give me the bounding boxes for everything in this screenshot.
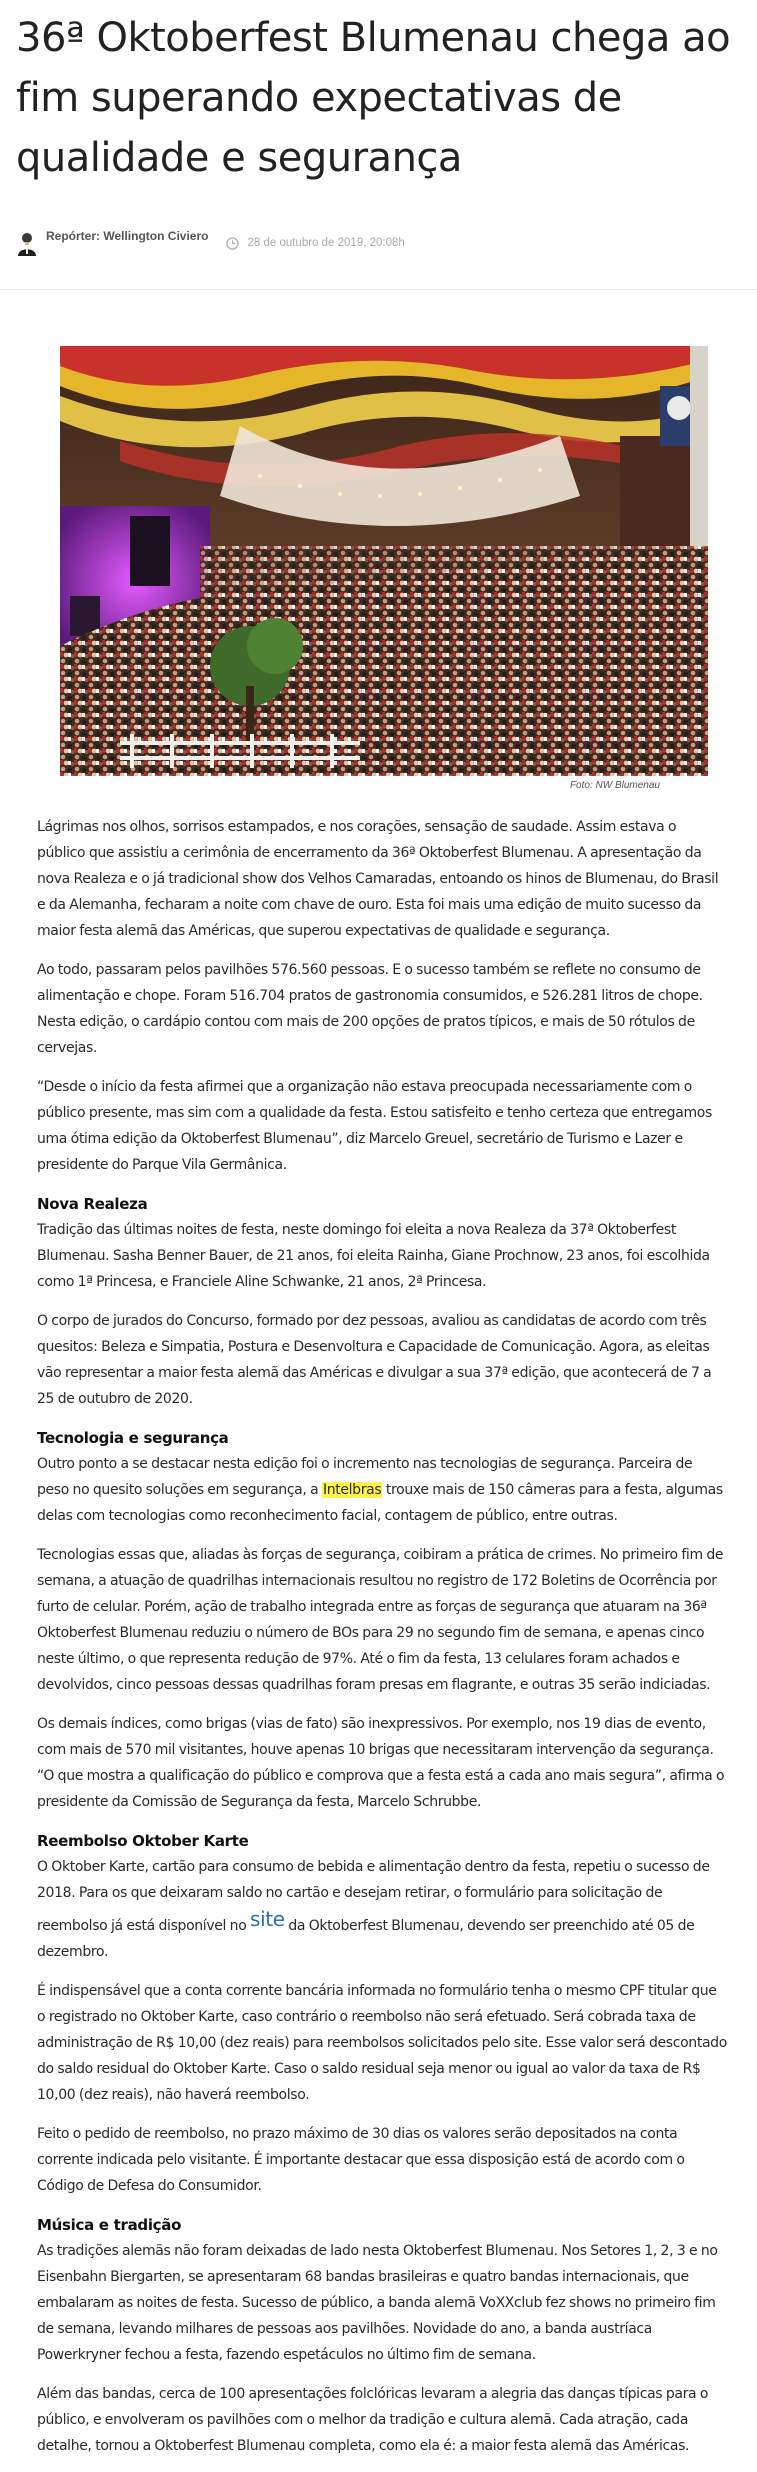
article-body bbox=[37, 814, 727, 2472]
paragraph: Tecnologias essas que, aliadas às forças de segurança, coibiram a prática de crimes. No primeiro fim de semana, a atuação de quadrilhas internacionais resultou no registro de 172 Boletins de Ocorrência por furto de celular. Porém, ação de trabalho integrada entre as forças de segurança que atuaram na 36ª Oktoberfest Blumenau reduziu o número de BOs para 29 no segundo fim de semana, e apenas cinco neste último, o que representa redução de 97%. Até o fim da festa, 13 celulares foram achados e devolvidos, cinco pessoas dessas quadrilhas foram presas em flagrante, e outras 35 serão indiciadas. bbox=[37, 1547, 724, 1693]
paragraph: Feito o pedido de reembolso, no prazo máximo de 30 dias os valores serão depositados na conta corrente indicada pelo visitante. É importante destacar que essa disposição está de acordo com o Código de Defesa do Consumidor. bbox=[37, 2126, 685, 2194]
article-title: 36ª Oktoberfest Blumenau chega ao fim superando expectativas de qualidade e segurança bbox=[16, 15, 731, 181]
text-fragment: O Oktober Karte, cartão para consumo de bebida e alimentação dentro da festa, repetiu o sucesso de 2018. Para os que deixaram saldo no cartão e desejam retirar, o formulário para solicitação de reembolso já está disponível no bbox=[37, 1859, 710, 1934]
text-fragment: trouxe mais de 150 câmeras para a festa, algumas delas com tecnologias como reconhecimento facial, contagem de público, entre outras. bbox=[37, 1482, 723, 1524]
text-fragment: Outro ponto a se destacar nesta edição foi o incremento nas tecnologias de segurança. Parceira de peso no quesito soluções em segurança, a bbox=[37, 1456, 693, 1498]
paragraph: É indispensável que a conta corrente bancária informada no formulário tenha o mesmo CPF titular que o registrado no Oktober Karte, caso contrário o reembolso não será efetuado. Será cobrada taxa de administração de R$ 10,00 (dez reais) para reembolsos solicitados pelo site. Esse valor será descontado do saldo residual do Oktober Karte. Caso o saldo residual seja menor ou igual ao valor da taxa de R$ 10,00 (dez reais), não haverá reembolso. bbox=[37, 1983, 727, 2103]
paragraph: Lágrimas nos olhos, sorrisos estampados, e nos corações, sensação de saudade. Assim estava o público que assistiu a cerimônia de encerramento da 36ª Oktoberfest Blumenau. A apresentação da nova Realeza e o já tradicional show dos Velhos Camaradas, entoando os hinos de Blumenau, do Brasil e da Alemanha, fecharam a noite com chave de ouro. Esta foi mais uma edição de muito sucesso da maior festa alemã das Américas, que superou expectativas de qualidade e segurança. bbox=[37, 819, 719, 939]
section-heading-musica: Música e tradição bbox=[37, 2216, 182, 2234]
paragraph bbox=[37, 1451, 727, 1529]
paragraph: O corpo de jurados do Concurso, formado por dez pessoas, avaliou as candidatas de acordo com três quesitos: Beleza e Simpatia, Postura e Desenvoltura e Capacidade de Comunicação. Agora, as eleitas vão representar a maior festa alemã das Américas e divulgar a sua 37ª edição, que acontecerá de 7 a 25 de outubro de 2020. bbox=[37, 1313, 712, 1407]
author-avatar-icon bbox=[16, 230, 38, 256]
byline bbox=[16, 228, 405, 258]
crowd-photo-image bbox=[60, 346, 708, 776]
article-photo bbox=[60, 346, 708, 776]
paragraph: Ao todo, passaram pelos pavilhões 576.560 pessoas. E o sucesso também se reflete no consumo de alimentação e chope. Foram 516.704 pratos de gastronomia consumidos, e 526.281 litros de chope. Nesta edição, o cardápio contou com mais de 200 opções de pratos típicos, e mais de 50 rótulos de cervejas. bbox=[37, 962, 703, 1056]
paragraph: “Desde o início da festa afirmei que a organização não estava preocupada necessariamente com o público presente, mas sim com a qualidade da festa. Estou satisfeito e tenho certeza que entregamos uma ótima edição da Oktoberfest Blumenau”, diz Marcelo Greuel, secretário de Turismo e Lazer e presidente do Parque Vila Germânica. bbox=[37, 1079, 712, 1173]
clock-icon bbox=[226, 237, 239, 250]
paragraph: Os demais índices, como brigas (vias de fato) são inexpressivos. Por exemplo, nos 19 dias de evento, com mais de 570 mil visitantes, houve apenas 10 brigas que necessitaram intervenção da segurança. “O que mostra a qualificação do público e comprova que a festa está a cada ano mais segura”, afirma o presidente da Comissão de Segurança da festa, Marcelo Schrubbe. bbox=[37, 1716, 725, 1810]
photo-caption: Foto: NW Blumenau bbox=[569, 780, 660, 791]
section-heading-tecnologia: Tecnologia e segurança bbox=[37, 1429, 229, 1447]
paragraph: Tradição das últimas noites de festa, neste domingo foi eleita a nova Realeza da 37ª Oktoberfest Blumenau. Sasha Benner Bauer, de 21 anos, foi eleita Rainha, Giane Prochnow, 23 anos, foi escolhida como 1ª Princesa, e Franciele Aline Schwanke, 21 anos, 2ª Princesa. bbox=[37, 1222, 710, 1290]
paragraph: Além das bandas, cerca de 100 apresentações folclóricas levaram a alegria das danças típicas para o público, e envolveram os pavilhões com o melhor da tradição e cultura alemã. Cada atração, cada detalhe, tornou a Oktoberfest Blumenau completa, como ela é: a maior festa alemã das Américas. bbox=[37, 2386, 709, 2454]
text-fragment: da Oktoberfest Blumenau, devendo ser preenchido até 05 de dezembro. bbox=[37, 1918, 695, 1960]
divider bbox=[0, 289, 757, 290]
site-link[interactable]: site bbox=[250, 1907, 285, 1931]
section-heading-reembolso: Reembolso Oktober Karte bbox=[37, 1832, 249, 1850]
paragraph bbox=[37, 1854, 727, 1965]
paragraph: As tradições alemãs não foram deixadas de lado nesta Oktoberfest Blumenau. Nos Setores 1, 2, 3 e no Eisenbahn Biergarten, se apresentaram 68 bandas brasileiras e quatro bandas internacionais, que embalaram as noites de festa. Sucesso de público, a banda alemã VoXXclub fez shows no primeiro fim de semana, levando milhares de pessoas aos pavilhões. Novidade do ano, a banda austríaca Powerkryner fechou a festa, fazendo espetáculos no último fim de semana. bbox=[37, 2243, 718, 2363]
author-name[interactable]: Repórter: Wellington Civiero bbox=[46, 229, 209, 243]
highlighted-brand: Intelbras bbox=[322, 1482, 382, 1498]
section-heading-nova-realeza: Nova Realeza bbox=[37, 1195, 148, 1213]
publish-date: 28 de outubro de 2019, 20:08h bbox=[247, 237, 405, 249]
